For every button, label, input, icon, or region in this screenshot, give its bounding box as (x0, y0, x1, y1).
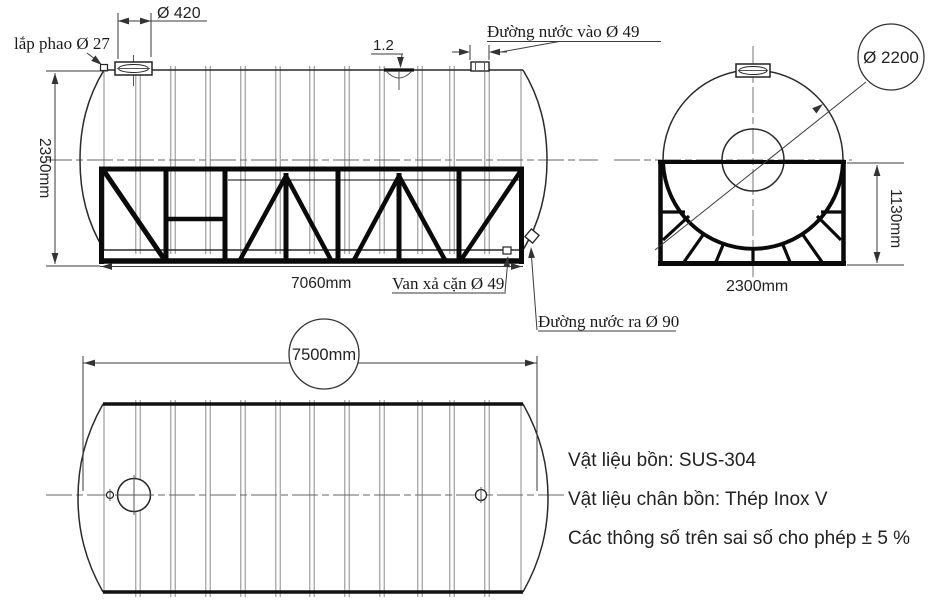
inlet-fitting (471, 62, 489, 71)
end-view (614, 24, 924, 295)
manhole-cap-end (736, 64, 770, 77)
drain-label-text: Van xả cặn Ø 49 (392, 274, 505, 293)
plan-view (46, 319, 566, 597)
wall-thickness-detail (384, 70, 414, 90)
manhole-cap-side (115, 55, 152, 86)
note-tolerance: Các thông số trên sai số cho phép ± 5 % (568, 528, 911, 549)
float-callout (14, 34, 110, 68)
diameter-callout (655, 24, 924, 250)
stand-height-text: 1130mm (887, 189, 904, 249)
wall-thickness-text: 1.2 (373, 37, 394, 54)
plan-float-hole (107, 489, 114, 501)
manhole-diameter-text: Ø 420 (157, 5, 201, 22)
outlet-callout (528, 247, 680, 331)
overall-length-text: 7500mm (291, 346, 357, 364)
float-label-text: lắp phao Ø 27 (14, 34, 110, 53)
end-view-stand (658, 160, 846, 266)
notes-block (568, 450, 910, 549)
manhole-diameter-dim (118, 5, 207, 59)
note-stand-material: Vật liệu chân bồn: Thép Inox V (568, 489, 828, 510)
height-dim-text: 2350mm (36, 138, 53, 199)
note-material: Vật liệu bồn: SUS-304 (568, 450, 757, 471)
plan-view-ribs (104, 400, 521, 597)
wall-thickness-dim (371, 37, 404, 68)
outlet-label-text: Đường nước ra Ø 90 (538, 312, 680, 331)
diameter-text: Ø 2200 (863, 48, 919, 67)
inlet-label-text: Đường nước vào Ø 49 (487, 22, 640, 41)
stand-width-text: 2300mm (726, 278, 789, 295)
side-view (46, 55, 598, 264)
frame-length-text: 7060mm (291, 275, 352, 292)
stand-height-dim (847, 163, 904, 265)
outlet-fitting (525, 229, 539, 243)
inlet-callout (452, 22, 661, 60)
plan-manhole (115, 475, 153, 515)
drain-valve-fitting (503, 247, 511, 254)
float-fitting (101, 65, 108, 71)
